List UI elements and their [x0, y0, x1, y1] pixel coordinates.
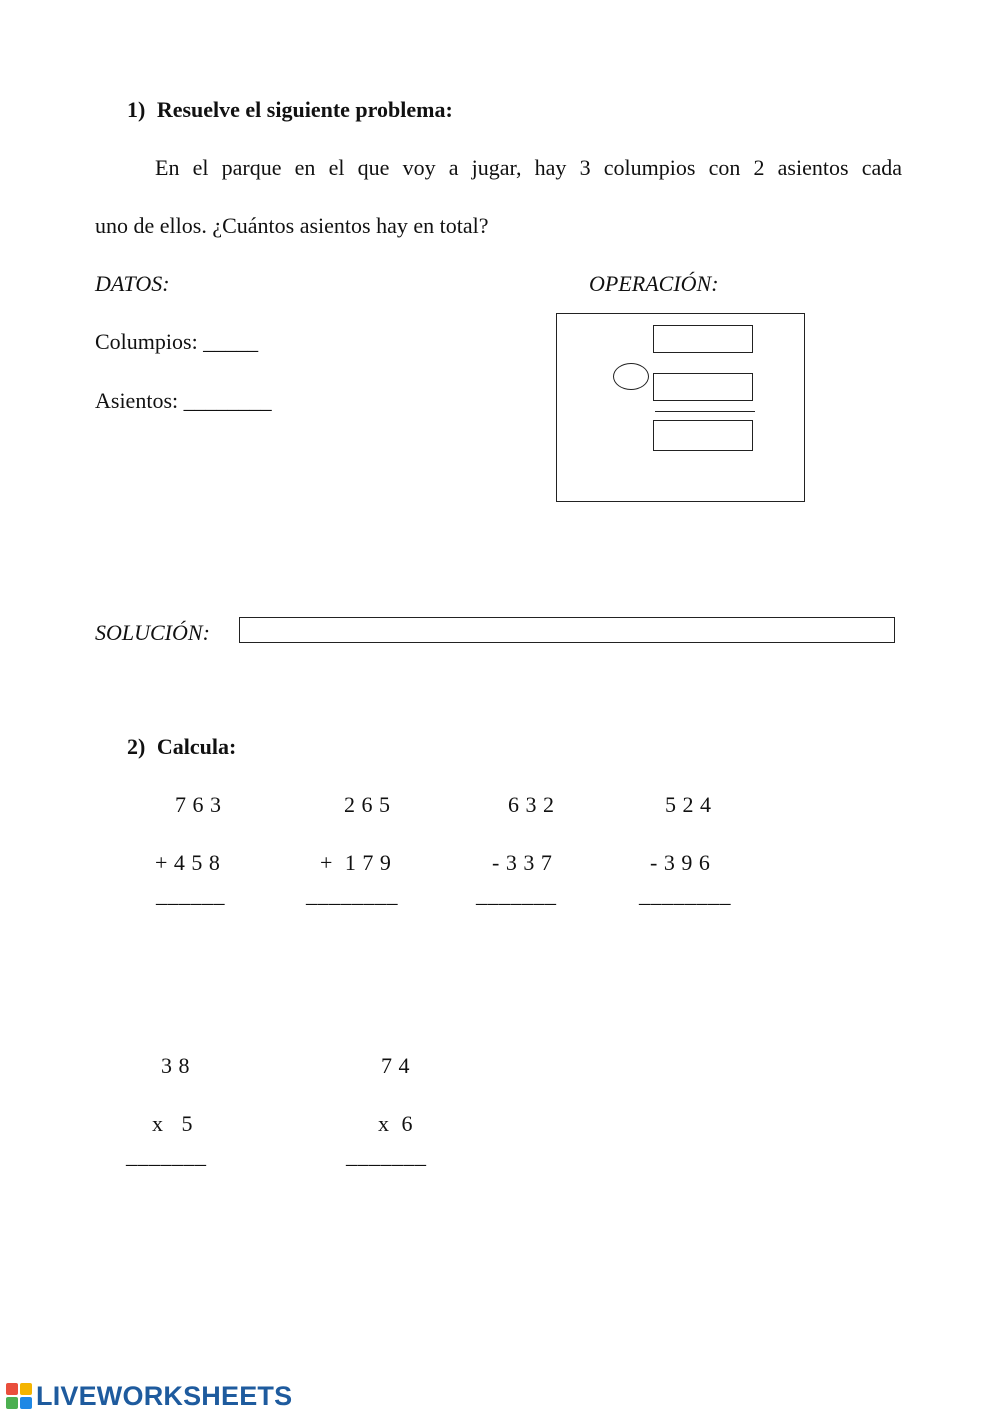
op-5-result-line[interactable]: _______ — [126, 1143, 207, 1168]
op-2-result-line[interactable]: ________ — [306, 882, 398, 907]
op-4-bottom-number: - 3 9 6 — [650, 850, 711, 875]
problem-text-line-2: uno de ellos. ¿Cuántos asientos hay en total? — [95, 213, 489, 238]
op-1-bottom-number: + 4 5 8 — [155, 850, 221, 875]
op-5-bottom-number: x 5 — [152, 1111, 193, 1136]
operation-result-line — [655, 411, 755, 412]
op-1-result-line[interactable]: ______ — [156, 882, 225, 907]
op-2-top-number: 2 6 5 — [344, 792, 391, 817]
section-1-title: Resuelve el siguiente problema: — [156, 97, 453, 122]
section-1-number: 1) — [127, 97, 146, 122]
op-4-top-number: 5 2 4 — [665, 792, 712, 817]
op-5-top-number: 3 8 — [161, 1053, 190, 1078]
columpios-field-label: Columpios: _____ — [95, 329, 259, 354]
operation-top-number-input[interactable] — [653, 325, 753, 353]
op-3-result-line[interactable]: _______ — [476, 882, 557, 907]
op-6-bottom-number: x 6 — [378, 1111, 413, 1136]
operacion-label: OPERACIÓN: — [589, 271, 719, 296]
section-2-heading — [127, 734, 236, 760]
datos-label: DATOS: — [95, 271, 170, 296]
liveworksheets-logo-icon — [6, 1383, 32, 1409]
op-3-top-number: 6 3 2 — [508, 792, 555, 817]
op-6-top-number: 7 4 — [381, 1053, 410, 1078]
liveworksheets-logo — [6, 1380, 292, 1412]
section-2-title: Calcula: — [156, 734, 237, 759]
section-2-number: 2) — [127, 734, 146, 759]
operation-sign-input[interactable] — [613, 363, 649, 390]
asientos-field-label: Asientos: ________ — [95, 388, 272, 413]
op-1-top-number: 7 6 3 — [175, 792, 222, 817]
section-1-heading — [127, 97, 453, 123]
op-4-result-line[interactable]: ________ — [639, 882, 731, 907]
solucion-label: SOLUCIÓN: — [95, 620, 210, 645]
operation-result-input[interactable] — [653, 420, 753, 451]
operation-second-number-input[interactable] — [653, 373, 753, 401]
solucion-input[interactable] — [239, 617, 895, 643]
liveworksheets-logo-text: LIVEWORKSHEETS — [36, 1380, 293, 1411]
problem-text-line-1: En el parque en el que voy a jugar, hay 3 columpios con 2 asientos cada — [155, 155, 902, 180]
op-3-bottom-number: - 3 3 7 — [492, 850, 553, 875]
op-2-bottom-number: + 1 7 9 — [320, 850, 392, 875]
op-6-result-line[interactable]: _______ — [346, 1143, 427, 1168]
